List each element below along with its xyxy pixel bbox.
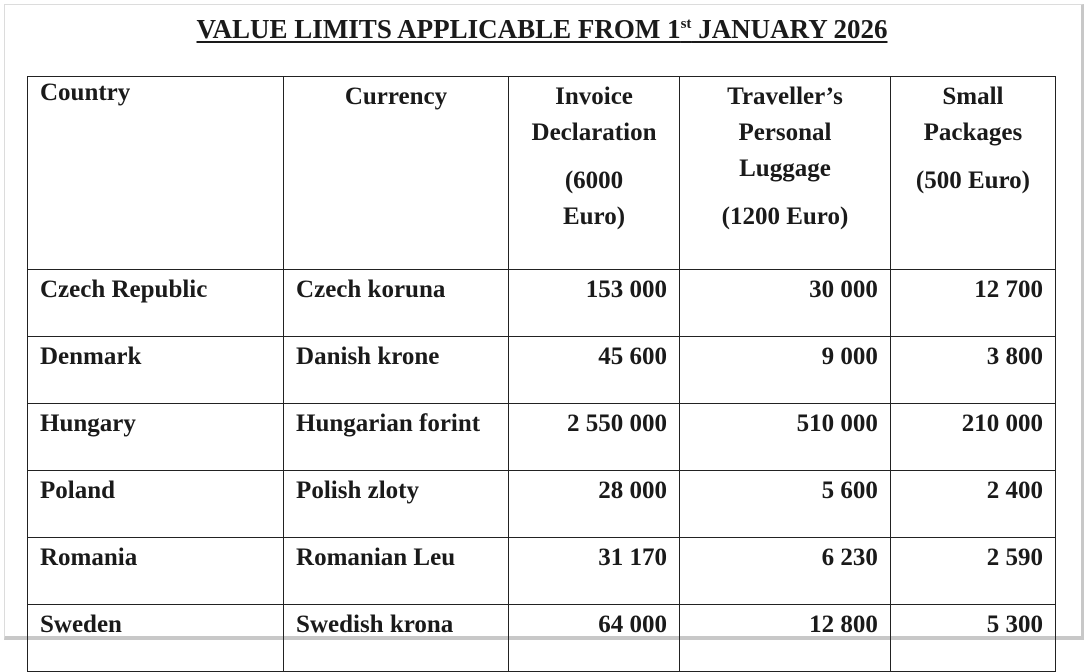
table-row	[28, 471, 1056, 538]
value-limits-table	[27, 76, 1056, 672]
cell-luggage: 12 800	[680, 605, 891, 672]
cell-luggage: 9 000	[680, 337, 891, 404]
cell-invoice: 64 000	[508, 605, 679, 672]
title-text-end: JANUARY 2026	[691, 14, 888, 44]
cell-packages: 210 000	[890, 404, 1055, 471]
cell-country: Hungary	[28, 404, 284, 471]
cell-invoice: 31 170	[508, 538, 679, 605]
cell-currency: Romanian Leu	[284, 538, 509, 605]
table-row	[28, 605, 1056, 672]
table-row	[28, 404, 1056, 471]
cell-currency: Czech koruna	[284, 270, 509, 337]
cell-invoice: 28 000	[508, 471, 679, 538]
cell-luggage: 510 000	[680, 404, 891, 471]
cell-currency: Polish zloty	[284, 471, 509, 538]
header-currency: Currency	[284, 77, 509, 270]
cell-currency: Swedish krona	[284, 605, 509, 672]
cell-packages: 3 800	[890, 337, 1055, 404]
table-row	[28, 337, 1056, 404]
cell-country: Sweden	[28, 605, 284, 672]
header-country: Country	[28, 77, 284, 270]
title-text: VALUE LIMITS APPLICABLE FROM 1	[196, 14, 681, 44]
header-row	[28, 77, 1056, 270]
cell-currency: Danish krone	[284, 337, 509, 404]
header-invoice-declaration: Invoice Declaration (6000 Euro)	[508, 77, 679, 270]
header-travellers-luggage: Traveller’s Personal Luggage (1200 Euro)	[680, 77, 891, 270]
cell-country: Romania	[28, 538, 284, 605]
cell-currency: Hungarian forint	[284, 404, 509, 471]
cell-packages: 2 590	[890, 538, 1055, 605]
page-title	[0, 14, 1084, 45]
cell-packages: 12 700	[890, 270, 1055, 337]
cell-country: Czech Republic	[28, 270, 284, 337]
cell-luggage: 30 000	[680, 270, 891, 337]
cell-luggage: 6 230	[680, 538, 891, 605]
table-row	[28, 270, 1056, 337]
header-small-packages: Small Packages (500 Euro)	[890, 77, 1055, 270]
table-row	[28, 538, 1056, 605]
cell-packages: 2 400	[890, 471, 1055, 538]
cell-country: Denmark	[28, 337, 284, 404]
cell-invoice: 45 600	[508, 337, 679, 404]
cell-luggage: 5 600	[680, 471, 891, 538]
cell-invoice: 2 550 000	[508, 404, 679, 471]
cell-packages: 5 300	[890, 605, 1055, 672]
title-superscript: st	[680, 16, 692, 32]
cell-country: Poland	[28, 471, 284, 538]
cell-invoice: 153 000	[508, 270, 679, 337]
